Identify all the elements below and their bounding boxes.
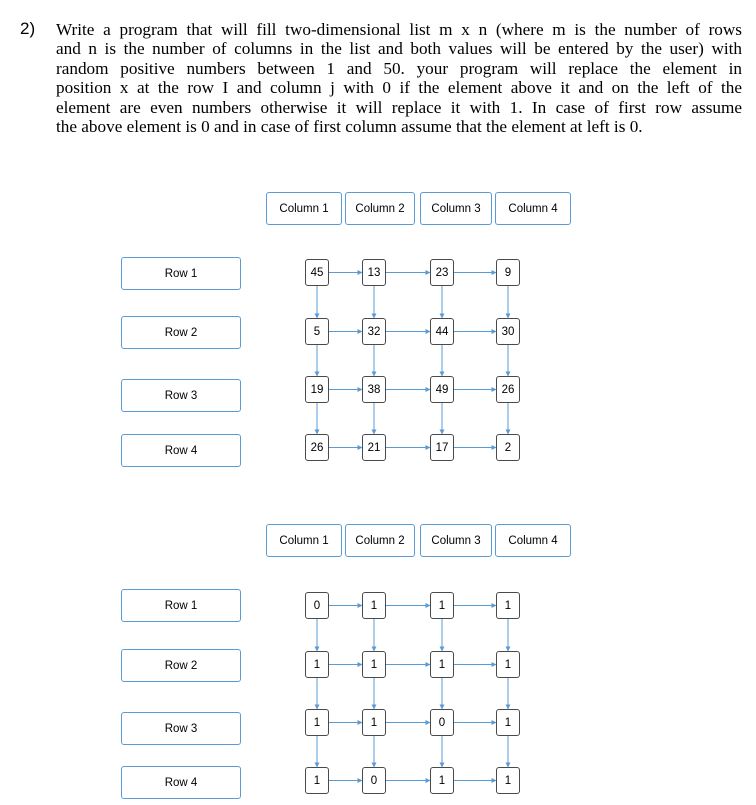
grid-cell: 13 bbox=[362, 259, 386, 286]
column-header: Column 4 bbox=[495, 192, 571, 225]
grid-cell: 21 bbox=[362, 434, 386, 461]
column-header: Column 3 bbox=[420, 192, 492, 225]
grid-cell: 26 bbox=[496, 376, 520, 403]
grid-cell: 45 bbox=[305, 259, 329, 286]
row-label: Row 2 bbox=[121, 649, 241, 682]
grid-cell: 32 bbox=[362, 318, 386, 345]
question-number: 2) bbox=[20, 19, 36, 38]
grid-cell: 1 bbox=[430, 651, 454, 678]
question-line: Write a program that will fill two-dimensional list m x n (where m is the number of rows bbox=[56, 20, 742, 39]
column-header: Column 4 bbox=[495, 524, 571, 557]
grid-cell: 17 bbox=[430, 434, 454, 461]
question-line: the above element is 0 and in case of first column assume that the element at left is 0. bbox=[56, 117, 643, 137]
column-header: Column 1 bbox=[266, 524, 342, 557]
question-line: element are even numbers otherwise it will replace it with 1. In case of first row assume bbox=[56, 97, 742, 117]
grid-cell: 1 bbox=[362, 592, 386, 619]
grid-cell: 44 bbox=[430, 318, 454, 345]
row-label: Row 1 bbox=[121, 589, 241, 622]
grid-cell: 0 bbox=[430, 709, 454, 736]
grid-cell: 0 bbox=[305, 592, 329, 619]
grid-cell: 1 bbox=[496, 709, 520, 736]
row-label: Row 1 bbox=[121, 257, 241, 290]
question-line: random positive numbers between 1 and 50. your program will replace the element in bbox=[56, 58, 742, 78]
grid-cell: 1 bbox=[496, 592, 520, 619]
row-label: Row 2 bbox=[121, 316, 241, 349]
grid-cell: 1 bbox=[496, 767, 520, 794]
column-header: Column 2 bbox=[345, 192, 415, 225]
grid-cell: 1 bbox=[496, 651, 520, 678]
grid-cell: 1 bbox=[305, 651, 329, 678]
grid-cell: 49 bbox=[430, 376, 454, 403]
column-header: Column 3 bbox=[420, 524, 492, 557]
grid-cell: 2 bbox=[496, 434, 520, 461]
row-label: Row 3 bbox=[121, 712, 241, 745]
column-header: Column 2 bbox=[345, 524, 415, 557]
grid-cell: 0 bbox=[362, 767, 386, 794]
grid-cell: 1 bbox=[305, 709, 329, 736]
column-header: Column 1 bbox=[266, 192, 342, 225]
grid-cell: 30 bbox=[496, 318, 520, 345]
grid-cell: 38 bbox=[362, 376, 386, 403]
grid-cell: 23 bbox=[430, 259, 454, 286]
grid-cell: 1 bbox=[430, 767, 454, 794]
row-label: Row 4 bbox=[121, 434, 241, 467]
question-line: and n is the number of columns in the list and both values will be entered by the user) with bbox=[56, 39, 742, 59]
grid-cell: 1 bbox=[305, 767, 329, 794]
row-label: Row 4 bbox=[121, 766, 241, 799]
grid-cell: 5 bbox=[305, 318, 329, 345]
grid-cell: 1 bbox=[362, 709, 386, 736]
question-line: position x at the row I and column j with 0 if the element above it and on the left of the bbox=[56, 78, 742, 98]
grid-cell: 9 bbox=[496, 259, 520, 286]
grid-cell: 26 bbox=[305, 434, 329, 461]
grid-cell: 1 bbox=[362, 651, 386, 678]
grid-cell: 19 bbox=[305, 376, 329, 403]
row-label: Row 3 bbox=[121, 379, 241, 412]
grid-cell: 1 bbox=[430, 592, 454, 619]
